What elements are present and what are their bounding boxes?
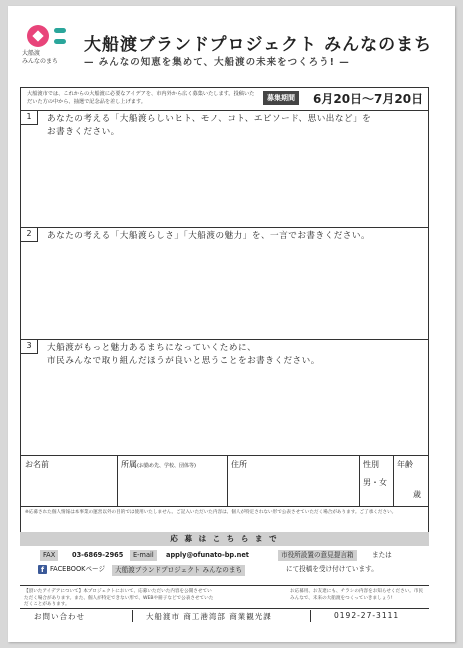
divider [310,610,311,622]
fax-value[interactable]: 03-6869-2965 [72,551,124,559]
question-text: あなたの考える「大船渡らしいヒト、モノ、コト、エピソード、思い出など」を お書きください。 [47,114,372,137]
affiliation-label [121,459,196,470]
divider [132,610,133,622]
applicant-fields [21,455,428,507]
address-field[interactable] [227,455,360,506]
email-label: E-mail [130,550,157,561]
question-number: 2 [21,227,38,242]
suggestion-box-label: 市役所設置の意見提言箱 [278,550,357,561]
age-field[interactable] [393,455,428,506]
question-number: 3 [21,339,38,354]
question-text: あなたの考える「大船渡らしさ」「大船渡の魅力」を、一言でお書きください。 [47,231,371,241]
apply-contacts-row [20,549,429,563]
contact-row [20,609,429,623]
page-subtitle: — みんなの知恵を集めて、大船渡の未来をつくろう! — [84,57,350,68]
privacy-note: ※応募された個人情報は本事業の運営以外の目的では使用いたしません。ご記入いただいた内容は、個人が特定されない形で公表させていただく場合があります。ご了承ください。 [25,510,397,515]
age-unit: 歳 [413,490,421,499]
email-value[interactable]: apply@ofunato-bp.net [166,551,249,559]
affiliation-main: 所属 [121,460,137,469]
facebook-page-name[interactable]: 大船渡ブランドプロジェクト みんなのまち [112,565,245,576]
form-header [21,88,428,111]
page-title: 大船渡ブランドプロジェクト みんなのまち [84,35,433,55]
question-3-box[interactable] [21,339,428,456]
question-1-box[interactable] [21,110,428,228]
question-number: 1 [21,110,38,125]
facebook-row [20,564,429,578]
gender-options: 男・女 [363,478,387,487]
contact-label: お問い合わせ [34,612,85,621]
period-value: 6月20日〜7月20日 [313,92,424,106]
intro-text: 大船渡市では、これからの大船渡に必要なアイデアを、市内外から広く募集いたします。投稿いただいた方の中から、抽選で記念品を差し上げます。 [27,91,255,105]
brand-logo [22,20,72,76]
logo-text: 大船渡 みんなのまち [22,50,59,65]
gender-label: 性別 [363,460,379,469]
period-label: 募集期間 [263,91,299,105]
fax-label: FAX [40,550,58,561]
apply-heading: 応 募 は こ ち ら ま で [20,532,429,546]
name-field[interactable] [21,455,118,506]
contact-org: 大船渡市 商工港湾部 商業観光課 [146,612,272,621]
idea-usage-note: 【頂いたアイデアについて】本プロジェクトにおいて、応募いただいた内容を公開させていただく場合があります。また、個人が特定できない形で、WEBや冊子などで公表させていただくことがあります。 [24,589,214,607]
or-text: または [372,551,392,559]
facebook-suffix: にて投稿を受け付けています。 [286,565,378,573]
facebook-label: FACEBOOKページ [50,565,106,573]
facebook-icon[interactable]: f [38,565,47,574]
affiliation-field[interactable] [117,455,228,506]
affiliation-note: (お勤め先、学校、団体等) [137,463,196,469]
question-2-box[interactable] [21,227,428,340]
bottom-notes [20,585,429,609]
name-label: お名前 [25,460,49,469]
gender-field[interactable] [359,455,394,506]
age-label: 年齢 [397,460,413,469]
question-text: 大船渡がもっと魅力あるまちになっていくために、 市民みんなで取り組んだほうが良いと思うことをお書きください。 [47,343,320,366]
share-note: お応募用、お友達にも、チラシの内容をお知らせください。市民みんなで、未来の大船渡をつくっていきましょう! [290,589,424,601]
idea-form [20,87,429,541]
contact-phone[interactable]: 0192-27-3111 [334,611,400,620]
address-label: 住所 [231,460,247,469]
